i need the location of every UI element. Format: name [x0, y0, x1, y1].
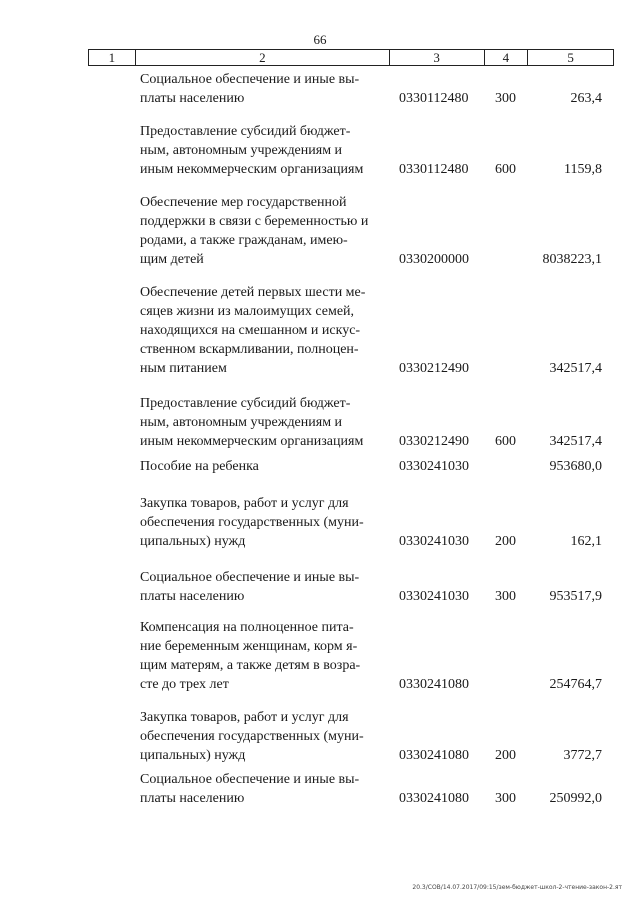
- row-description: [140, 568, 387, 606]
- row-amount: 3772,7: [563, 748, 602, 763]
- row-description-line: сяцев жизни из малоимущих семей,: [140, 304, 355, 319]
- row-amount: 342517,4: [549, 361, 602, 376]
- row-amount: 8038223,1: [542, 252, 602, 267]
- row-amount: 250992,0: [549, 791, 602, 806]
- row-description-line: Социальное обеспечение и иные вы-: [140, 570, 360, 585]
- row-amount: 953517,9: [549, 589, 602, 604]
- row-description-line: Обеспечение детей первых шести ме-: [140, 285, 366, 300]
- row-amount: 162,1: [570, 534, 602, 549]
- row-expense-type: 200: [495, 534, 516, 549]
- row-description: [140, 457, 387, 476]
- row-description-line: сте до трех лет: [140, 677, 229, 692]
- row-description-line: платы населению: [140, 589, 245, 604]
- row-description-line: Закупка товаров, работ и услуг для: [140, 710, 349, 725]
- row-description-line: поддержки в связи с беременностью и: [140, 214, 369, 229]
- row-amount: 254764,7: [549, 677, 602, 692]
- row-description-line: находящихся на смешанном и искус-: [140, 323, 361, 338]
- row-amount: 1159,8: [564, 162, 602, 177]
- row-description-line: ным, автономным учреждениям и: [140, 143, 343, 158]
- row-description: [140, 70, 387, 108]
- row-description-line: ние беременным женщинам, корм я-: [140, 639, 358, 654]
- row-description-line: обеспечения государственных (муни-: [140, 515, 364, 530]
- row-description-line: платы населению: [140, 791, 245, 806]
- row-expense-type: 600: [495, 434, 516, 449]
- row-description-line: ным питанием: [140, 361, 227, 376]
- row-description: [140, 618, 387, 694]
- row-description-line: Социальное обеспечение и иные вы-: [140, 772, 360, 787]
- row-expense-type: 600: [495, 162, 516, 177]
- page-number: 66: [313, 32, 327, 47]
- row-description-line: иным некоммерческим организациям: [140, 434, 364, 449]
- row-code: 0330212490: [399, 434, 469, 449]
- row-description: [140, 283, 387, 378]
- footer-note: 20.3/СОВ/14.07.2017/09:15/зем-бюджет-школ-2-чтение-закон-2.ят: [412, 884, 622, 891]
- row-description-line: Предоставление субсидий бюджет-: [140, 396, 351, 411]
- header-col-1: 1: [89, 50, 136, 65]
- row-description-line: Предоставление субсидий бюджет-: [140, 124, 351, 139]
- row-description-line: ственном вскармливании, полноцен-: [140, 342, 359, 357]
- row-description-line: ципальных) нужд: [140, 534, 246, 549]
- header-col-3: 3: [390, 50, 485, 65]
- row-expense-type: 300: [495, 589, 516, 604]
- row-description: [140, 770, 387, 808]
- row-description: [140, 494, 387, 551]
- row-description-line: родами, а также гражданам, имею-: [140, 233, 348, 248]
- row-code: 0330241080: [399, 748, 469, 763]
- row-expense-type: 300: [495, 91, 516, 106]
- row-description: [140, 394, 387, 451]
- row-description-line: иным некоммерческим организациям: [140, 162, 364, 177]
- row-description: [140, 708, 387, 765]
- row-description-line: ным, автономным учреждениям и: [140, 415, 343, 430]
- row-amount: 342517,4: [549, 434, 602, 449]
- row-description: [140, 122, 387, 179]
- row-description-line: обеспечения государственных (муни-: [140, 729, 364, 744]
- row-code: 0330241080: [399, 677, 469, 692]
- header-col-4: 4: [485, 50, 529, 65]
- row-description-line: Социальное обеспечение и иные вы-: [140, 72, 360, 87]
- row-amount: 953680,0: [549, 459, 602, 474]
- row-description-line: Пособие на ребенка: [140, 459, 259, 474]
- row-code: 0330241030: [399, 459, 469, 474]
- row-code: 0330112480: [399, 91, 469, 106]
- row-amount: 263,4: [570, 91, 602, 106]
- row-description-line: щим детей: [140, 252, 204, 267]
- row-description-line: Обеспечение мер государственной: [140, 195, 347, 210]
- row-description-line: Закупка товаров, работ и услуг для: [140, 496, 349, 511]
- row-description: [140, 193, 387, 269]
- table-header: [88, 49, 614, 66]
- row-description-line: Компенсация на полноценное пита-: [140, 620, 354, 635]
- row-description-line: платы населению: [140, 91, 245, 106]
- row-code: 0330241080: [399, 791, 469, 806]
- header-col-2: 2: [136, 50, 390, 65]
- row-code: 0330200000: [399, 252, 469, 267]
- row-code: 0330241030: [399, 534, 469, 549]
- row-code: 0330112480: [399, 162, 469, 177]
- row-description-line: щим матерям, а также детям в возра-: [140, 658, 361, 673]
- header-col-5: 5: [567, 50, 574, 65]
- row-expense-type: 200: [495, 748, 516, 763]
- row-code: 0330241030: [399, 589, 469, 604]
- row-description-line: ципальных) нужд: [140, 748, 246, 763]
- row-code: 0330212490: [399, 361, 469, 376]
- row-expense-type: 300: [495, 791, 516, 806]
